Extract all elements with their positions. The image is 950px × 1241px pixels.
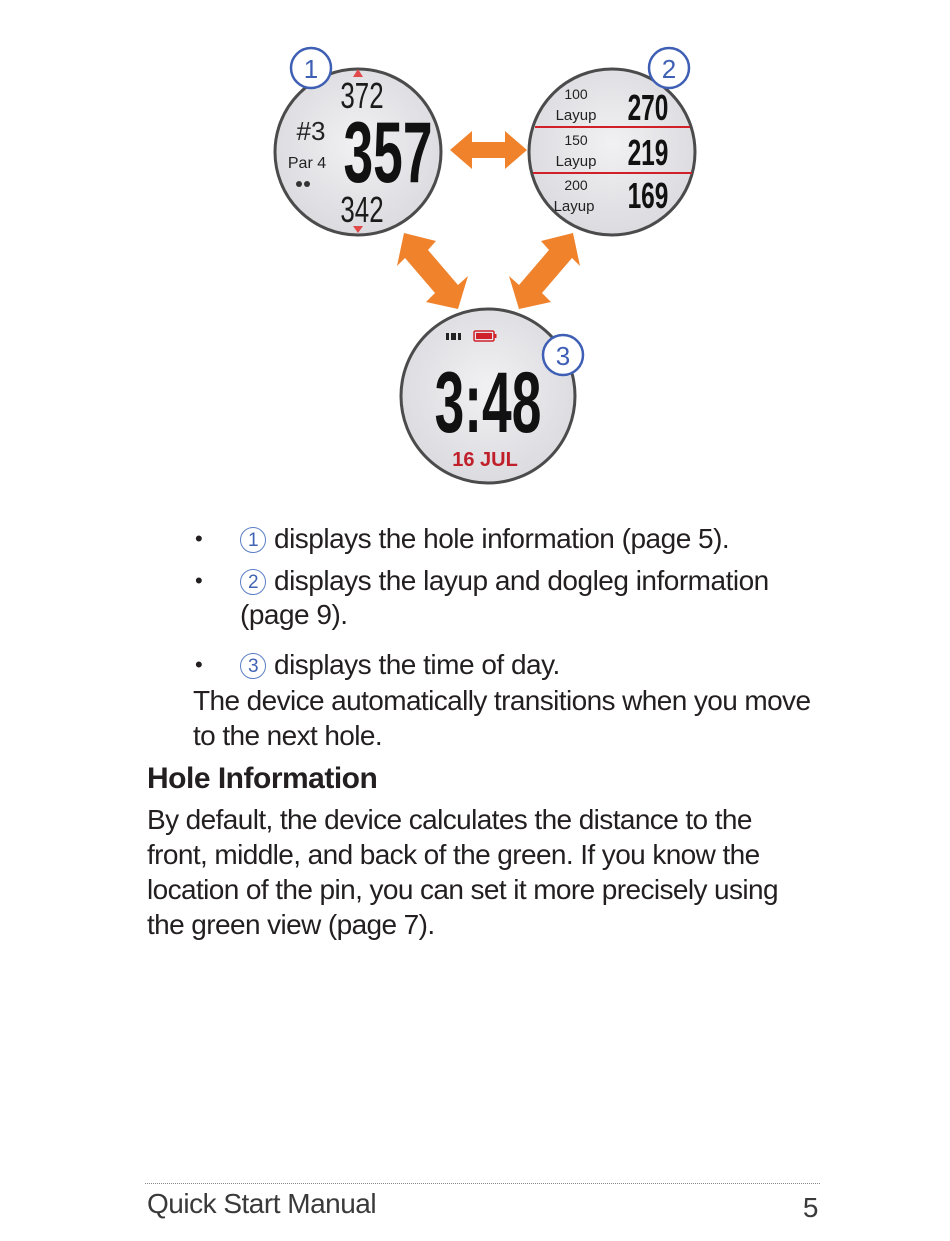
bullet-text: displays the hole information (page 5).: [274, 523, 730, 554]
flag-icon: [446, 333, 461, 340]
bullet-icon: •: [195, 568, 203, 593]
callout-1-label: 1: [303, 54, 319, 84]
page-number: 5: [802, 1192, 818, 1223]
layup-2-value: 219: [627, 132, 669, 174]
watch-face-layup-info: [529, 48, 695, 235]
layup-2-distance: 150: [564, 132, 588, 148]
section-body: By default, the device calculates the distance to the front, middle, and back of the green. If you know the location of the pin, you can set it more precisely using the green view (page 7).: [147, 804, 778, 940]
callout-2-label: 2: [661, 54, 677, 84]
time-of-day: 3:48: [434, 355, 542, 452]
date-label: 16 JUL: [452, 449, 518, 471]
layup-1-distance: 100: [564, 86, 588, 102]
watch-face-time-of-day: [401, 309, 583, 483]
layup-3-value: 169: [627, 175, 669, 217]
watch-screens-figure: [0, 0, 950, 500]
hole-number: #3: [296, 116, 326, 146]
callout-3-marker: 3: [240, 653, 266, 679]
transition-note: The device automatically transitions when you move to the next hole.: [193, 685, 811, 751]
footer-title: Quick Start Manual: [147, 1188, 377, 1219]
bullet-icon: •: [195, 526, 203, 551]
list-item: [195, 522, 835, 556]
footer-divider: [145, 1183, 820, 1184]
double-arrow-horizontal-icon: [450, 131, 527, 169]
pin-dot-icon: [296, 181, 302, 187]
watch-face-hole-info: [275, 48, 441, 235]
front-distance: 342: [340, 189, 384, 231]
middle-distance: 357: [343, 105, 433, 202]
bullet-icon: •: [195, 652, 203, 677]
layup-3-distance: 200: [564, 177, 588, 193]
callout-legend-list: [195, 522, 835, 690]
bullet-text: displays the layup and dogleg information (page 9).: [240, 565, 769, 630]
layup-1-label: Layup: [555, 107, 597, 124]
section-heading: Hole Information: [147, 762, 378, 795]
list-item: [195, 564, 835, 640]
layup-2-label: Layup: [555, 153, 597, 170]
callout-3-label: 3: [555, 341, 571, 371]
double-arrow-left-diagonal-icon: [397, 233, 468, 309]
list-item: [195, 648, 835, 682]
pin-dot-icon: [304, 181, 310, 187]
layup-3-label: Layup: [553, 198, 595, 215]
callout-1-marker: 1: [240, 527, 266, 553]
callout-2-marker: 2: [240, 569, 266, 595]
hole-par: Par 4: [287, 155, 327, 172]
layup-1-value: 270: [627, 87, 669, 129]
double-arrow-right-diagonal-icon: [509, 233, 580, 309]
bullet-text: displays the time of day.: [274, 649, 560, 680]
back-distance: 372: [340, 75, 384, 117]
